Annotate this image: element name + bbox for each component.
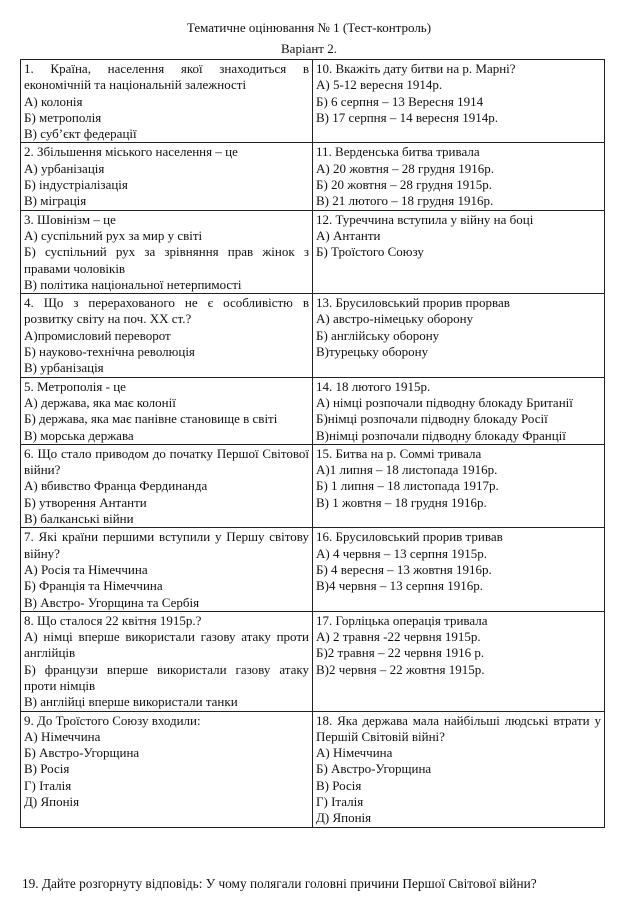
question-cell [21, 60, 313, 143]
answer-option: А)1 липня – 18 листопада 1916р. [316, 462, 498, 478]
answer-option: А) суспільний рух за мир у світі [24, 227, 203, 243]
question-cell [21, 711, 313, 827]
answer-option: Б) держава, яка має панівне становище в світі [24, 411, 278, 427]
answer-option: Б) індустріалізація [24, 177, 128, 193]
question-cell [313, 143, 605, 210]
question-text: 17. Горліцька операція тривала [316, 612, 488, 628]
question-text: 8. Що сталося 22 квітня 1915р.? [24, 612, 202, 628]
question-cell [313, 444, 605, 527]
answer-option: В)німці розпочали підводну блокаду Франції [316, 427, 566, 443]
question-cell [313, 60, 605, 143]
question-text: 3. Шовінізм – це [24, 211, 116, 227]
answer-option: Д) Японія [316, 810, 372, 826]
final-question: 19. Дайте розгорнуту відповідь: У чому полягали головні причини Першої Світової війни? [22, 876, 537, 891]
question-text: 5. Метрополія - це [24, 378, 126, 394]
question-cell [313, 711, 605, 827]
question-text: 15. Битва на р. Соммі тривала [316, 445, 482, 461]
answer-option: В)2 червня – 22 жовтня 1915р. [316, 661, 485, 677]
answer-option: А) 20 жовтня – 28 грудня 1916р. [316, 160, 494, 176]
answer-option: Б)німці розпочали підводну блокаду Росії [316, 411, 548, 427]
question-cell [21, 143, 313, 210]
answer-option: А) 5-12 вересня 1914р. [316, 77, 443, 93]
answer-option: В)4 червня – 13 серпня 1916р. [316, 578, 483, 594]
question-cell [313, 377, 605, 444]
page-title: Тематичне оцінювання № 1 (Тест-контроль) [186, 20, 432, 35]
question-cell [21, 444, 313, 527]
answer-option: А) Німеччина [24, 728, 101, 744]
question-text: 10. Вкажіть дату битви на р. Марні? [316, 61, 516, 76]
answer-option: А) урбанізація [24, 160, 105, 176]
question-text: 11. Верденська битва тривала [316, 144, 480, 160]
answer-option: А) держава, яка має колонії [24, 394, 176, 410]
answer-option: Б) Франція та Німеччина [24, 578, 163, 594]
question-text: 14. 18 лютого 1915р. [316, 378, 431, 394]
answer-option: Б) Троїстого Союзу [316, 244, 424, 260]
answer-option: А) Німеччина [316, 745, 393, 761]
answer-option: Б) 4 вересня – 13 жовтня 1916р. [316, 561, 492, 577]
answer-option: В) 17 серпня – 14 вересня 1914р. [316, 109, 498, 125]
answer-option: Б) науково-технічна революція [24, 344, 195, 360]
answer-option: Б) метрополія [24, 109, 102, 125]
answer-option: В) морська держава [24, 427, 134, 443]
answer-option: Б) 6 серпня – 13 Вересня 1914 [316, 93, 484, 109]
table-row [21, 294, 605, 377]
table-row [21, 210, 605, 293]
question-cell [313, 611, 605, 711]
answer-option: В) Австро- Угорщина та Сербія [24, 594, 200, 610]
table-row [21, 60, 605, 143]
question-text: 4. Що з перерахованого не є особливістю в розвитку світу на поч. ХХ ст.? [24, 295, 309, 327]
answer-option: Г) Італія [316, 794, 364, 810]
answer-option: Г) Італія [24, 777, 72, 793]
question-text: 16. Брусиловський прорив тривав [316, 529, 503, 545]
table-row [21, 528, 605, 611]
question-text: 9. До Троїстого Союзу входили: [24, 712, 201, 728]
answer-option: В) Росія [24, 761, 70, 777]
question-cell [21, 294, 313, 377]
answer-option: В) балканські війни [24, 511, 134, 527]
answer-option: В) 21 лютого – 18 грудня 1916р. [316, 193, 494, 209]
answer-option: А) 4 червня – 13 серпня 1915р. [316, 545, 487, 561]
answer-option: В) політика національної нетерпимості [24, 276, 242, 292]
question-text: 2. Збільшення міського населення – це [24, 144, 238, 160]
answer-option: А) німці вперше використали газову атаку проти англійців [24, 629, 309, 661]
variant-label: Варіант 2. [281, 41, 337, 56]
question-cell [21, 210, 313, 293]
question-cell [313, 294, 605, 377]
answer-option: А) Антанти [316, 227, 381, 243]
answer-option: Б) 20 жовтня – 28 грудня 1915р. [316, 177, 493, 193]
questions-table [20, 59, 605, 828]
answer-option: Б)2 травня – 22 червня 1916 р. [316, 645, 485, 661]
answer-option: А) вбивство Франца Фердинанда [24, 478, 208, 494]
question-text: 1. Країна, населення якої знаходиться в економічній та національній залежності [24, 61, 309, 93]
answer-option: В) урбанізація [24, 360, 104, 376]
answer-option: А) колонія [24, 93, 83, 109]
table-row [21, 444, 605, 527]
answer-option: В) Росія [316, 777, 362, 793]
answer-option: Б) 1 липня – 18 листопада 1917р. [316, 478, 499, 494]
question-cell [313, 528, 605, 611]
question-cell [21, 377, 313, 444]
table-row [21, 377, 605, 444]
question-text: 12. Туреччина вступила у війну на боці [316, 211, 534, 227]
question-text: 13. Брусиловський прорив прорвав [316, 295, 510, 311]
question-cell [21, 528, 313, 611]
answer-option: В) 1 жовтня – 18 грудня 1916р. [316, 494, 487, 510]
answer-option: Б) суспільний рух за зрівняння прав жінок з правами чоловіків [24, 244, 309, 276]
answer-option: Б) англійську оборону [316, 327, 440, 343]
answer-option: А) Росія та Німеччина [24, 561, 148, 577]
table-row [21, 611, 605, 711]
questions-table-body [21, 60, 605, 828]
answer-option: А) австро-німецьку оборону [316, 311, 474, 327]
question-cell [313, 210, 605, 293]
answer-option: Б) Австро-Угорщина [316, 761, 432, 777]
question-text: 6. Що стало приводом до початку Першої Світової війни? [24, 445, 309, 478]
answer-option: Б) французи вперше використали газову атаку проти німців [24, 661, 309, 693]
answer-option: В) суб’єкт федерації [24, 126, 137, 142]
answer-option: Д) Японія [24, 794, 80, 810]
table-row [21, 711, 605, 827]
answer-option: Б) утворення Антанти [24, 494, 147, 510]
question-text: 18. Яка держава мала найбільші людські втрати у Першій Світовій війні? [316, 712, 601, 744]
table-row [21, 143, 605, 210]
answer-option: А)промисловий переворот [24, 327, 171, 343]
answer-option: В) міграція [24, 193, 87, 209]
answer-option: А) 2 травня -22 червня 1915р. [316, 629, 481, 645]
answer-option: А) німці розпочали підводну блокаду Британії [316, 394, 573, 410]
answer-option: В)турецьку оборону [316, 344, 429, 360]
question-cell [21, 611, 313, 711]
answer-option: В) англійці вперше використали танки [24, 694, 238, 710]
answer-option: Б) Австро-Угорщина [24, 745, 140, 761]
question-text: 7. Які країни першими вступили у Першу світову війну? [24, 529, 309, 561]
